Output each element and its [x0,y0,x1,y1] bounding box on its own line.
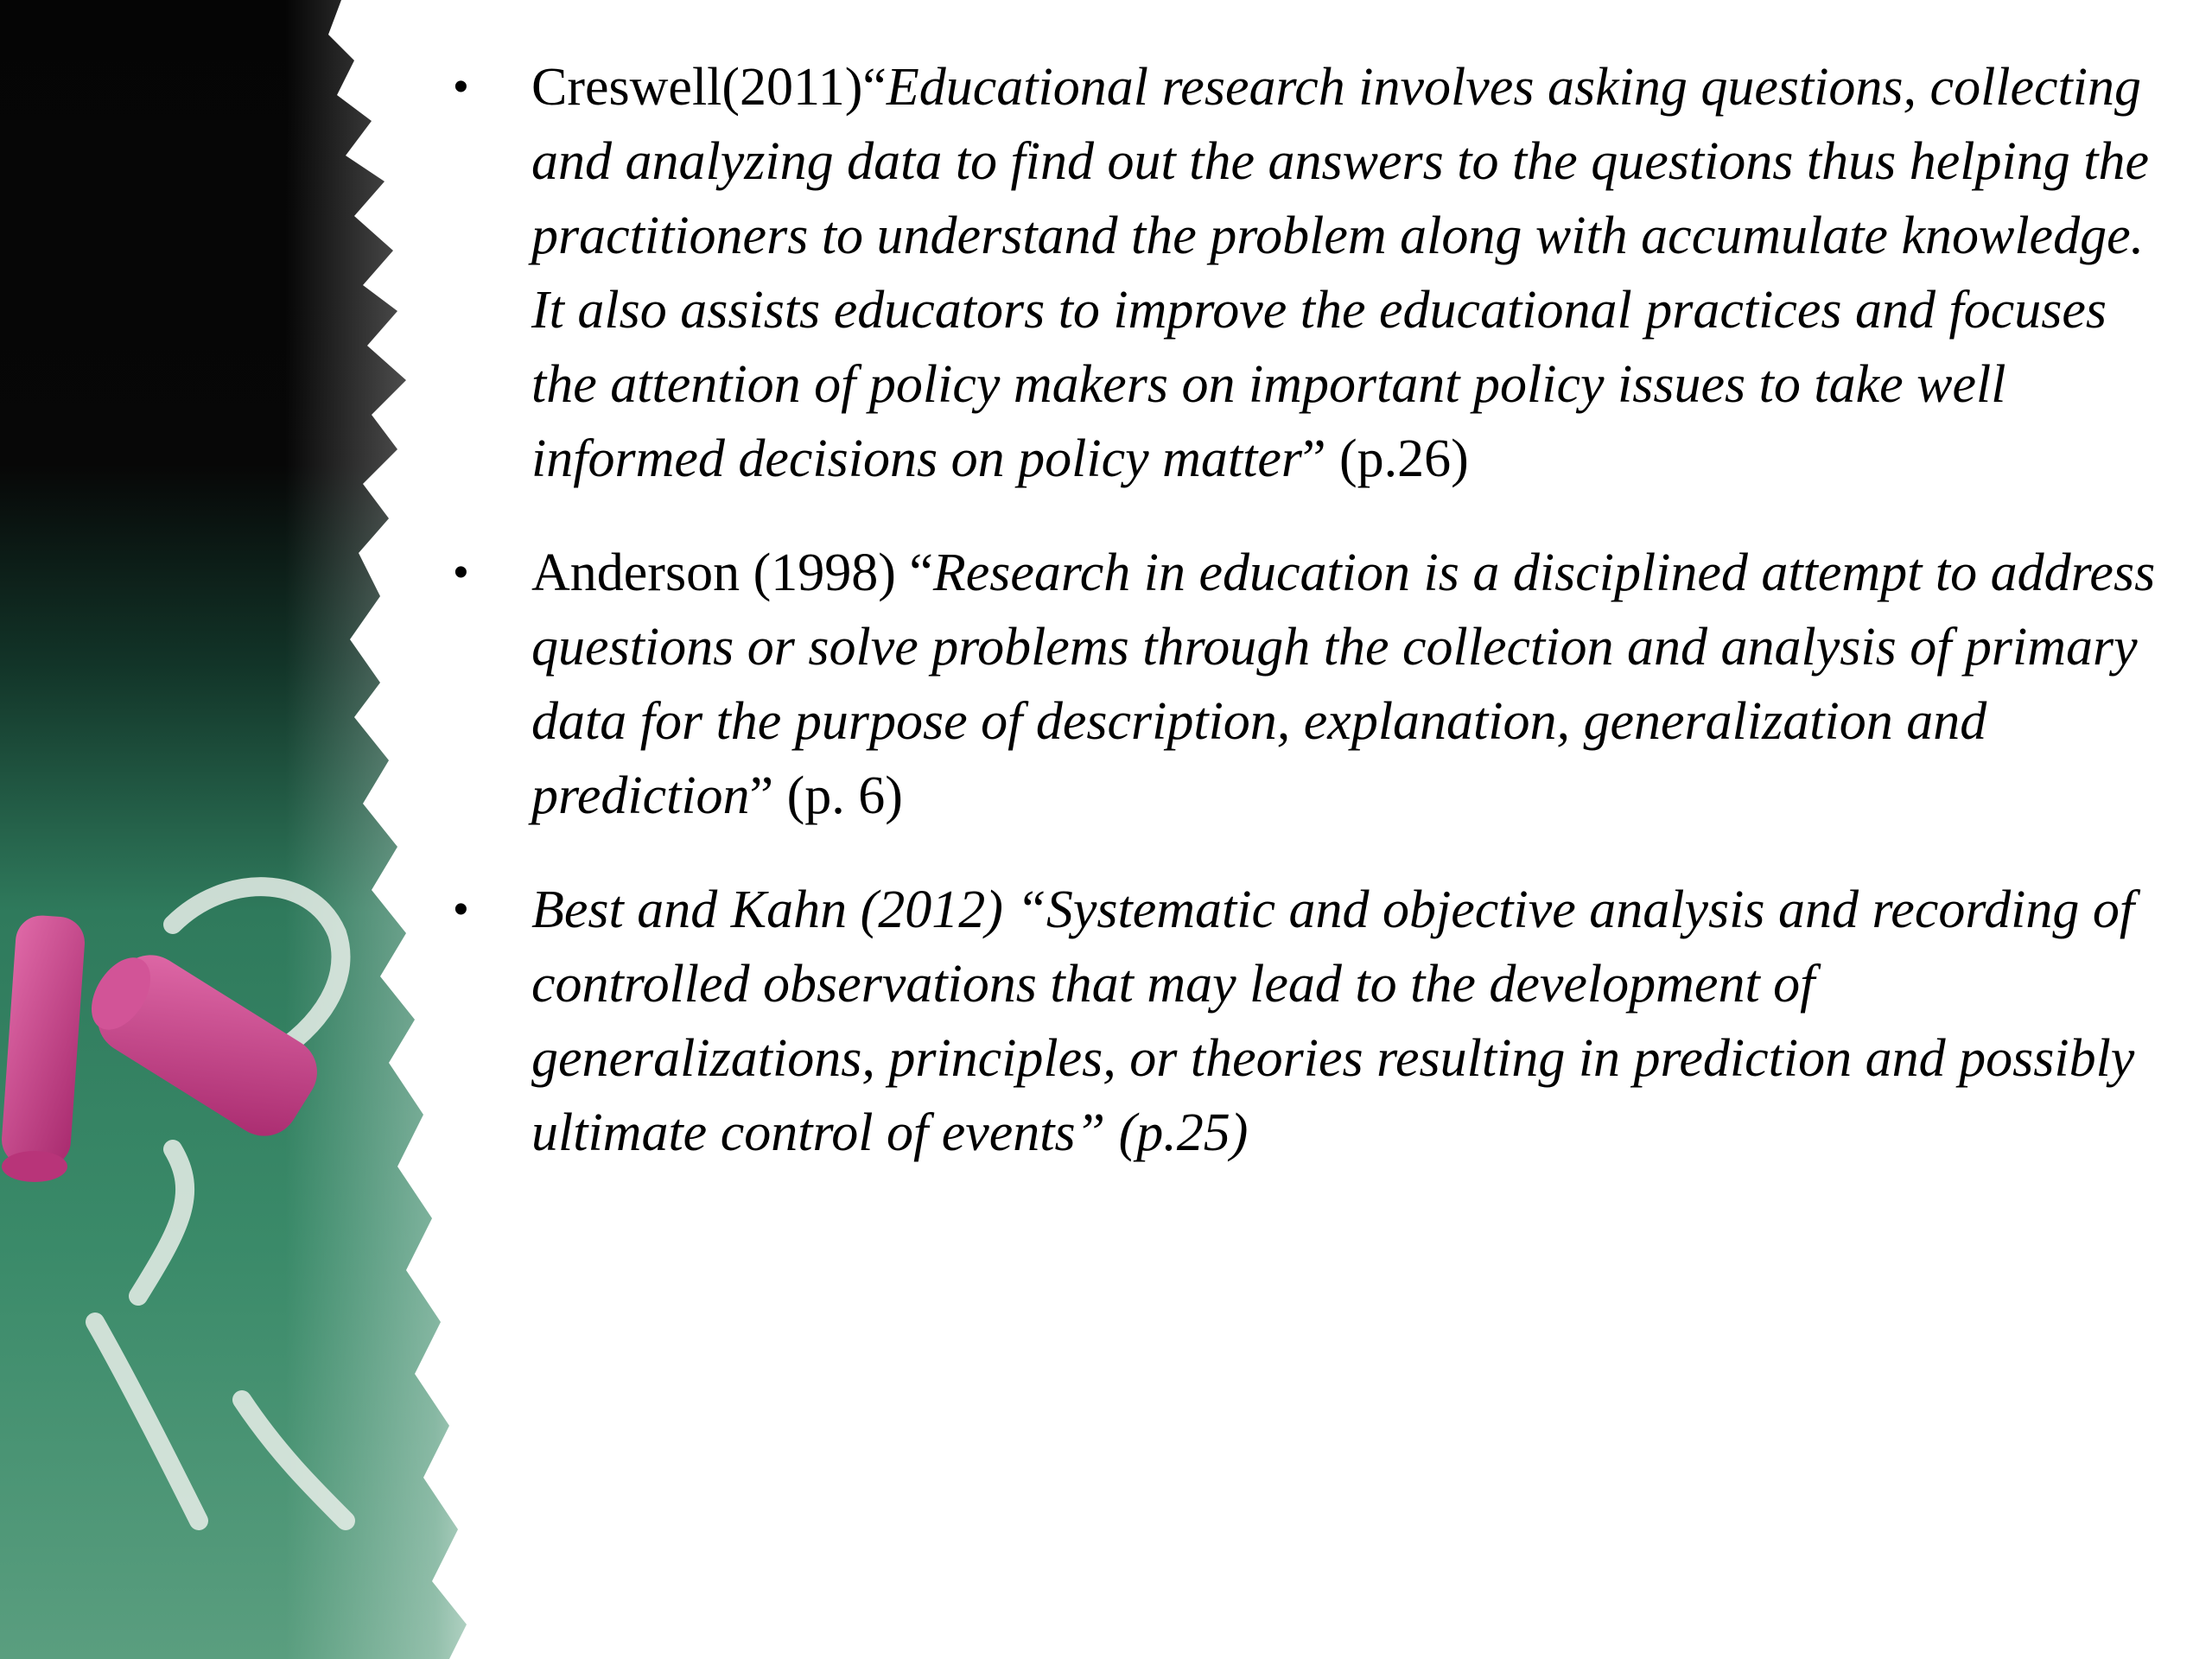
definition-anderson [436,536,2156,833]
quote: Educational research involves asking questions, collecting and analyzing data to find out the answers to the questions thus helping the practitioners to understand the problem along with accumulate knowledge. It also assists educators to improve the educational practices and focuses the attention of policy makers on important policy issues to take well informed decisions on policy matter [531,58,2149,488]
citation: Anderson (1998) “ [531,543,933,602]
bullet-icon: • [454,64,468,110]
definition-best-kahn [436,873,2156,1170]
page-reference: ” (p. 6) [749,766,903,825]
quote: Best and Kahn (2012) “Systematic and objective analysis and recording of controlled observations that may lead to the development of generalizations, principles, or theories resulting in prediction and possibly ultimate control of events” (p.25) [531,880,2135,1162]
page-reference: ” (p.26) [1301,429,1469,488]
definitions-list [436,50,2156,1170]
citation: Creswell(2011)“ [531,58,887,117]
slide-content [436,50,2156,1210]
bullet-icon: • [454,887,468,932]
definition-creswell [436,50,2156,496]
quote: Research in education is a disciplined attempt to address questions or solve problems through the collection and analysis of primary data for the purpose of description, explanation, generalization and prediction [531,543,2156,825]
bullet-icon: • [454,550,468,595]
